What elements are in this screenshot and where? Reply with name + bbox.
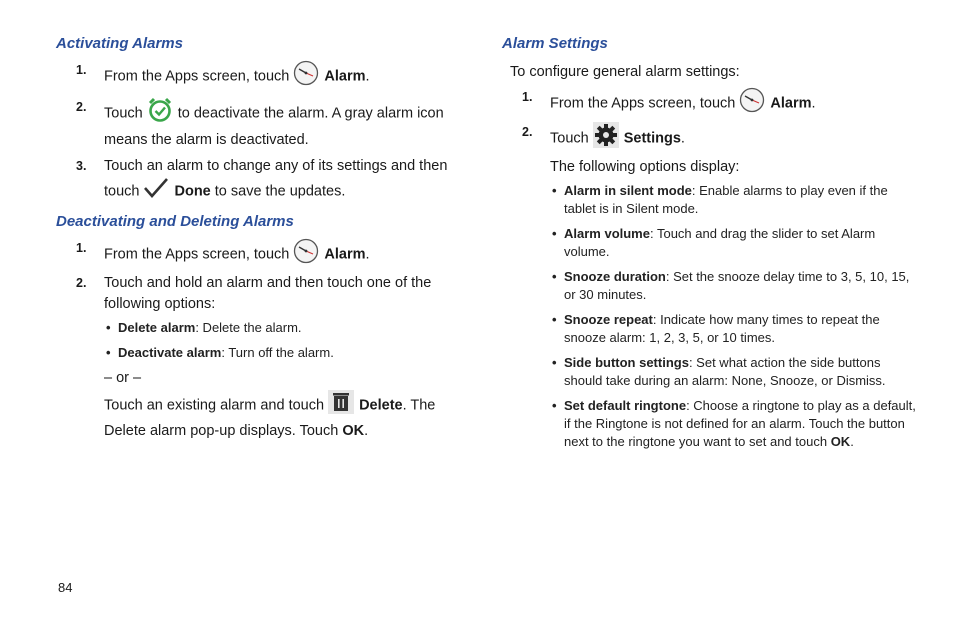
- bullet-side-button-settings: • Side button settings: Set what action the side buttons should take during an alarm: None, Snooze, or Dismiss.: [552, 355, 886, 388]
- bullet-snooze-repeat: • Snooze repeat: Indicate how many times to repeat the snooze alarm: 1, 2, 3, 5, or 10 times.: [552, 312, 880, 345]
- following-options-text: The following options display:: [550, 159, 740, 175]
- green-alarm-icon: [147, 97, 173, 130]
- page-number: 84: [58, 580, 73, 595]
- delete-instruction: Touch an existing alarm and touch Delete. The Delete alarm pop-up displays. Touch OK.: [56, 390, 476, 442]
- clock-icon: [293, 60, 319, 93]
- checkmark-icon: [143, 177, 169, 206]
- gear-icon: [593, 122, 619, 155]
- heading-activating-alarms: Activating Alarms: [56, 35, 183, 52]
- bullet-delete-alarm: • Delete alarm: Delete the alarm.: [106, 320, 302, 335]
- settings-step-1: 1. From the Apps screen, touch Alarm.: [502, 87, 922, 120]
- settings-step-2: 2. Touch Settings.: [502, 122, 922, 155]
- intro-text: To configure general alarm settings:: [510, 64, 740, 80]
- bullet-snooze-duration: • Snooze duration: Set the snooze delay time to 3, 5, 10, 15, or 30 minutes.: [552, 269, 910, 302]
- trash-icon: [328, 390, 354, 421]
- activating-step-1: 1. From the Apps screen, touch Alarm.: [56, 60, 476, 93]
- or-separator: – or –: [104, 370, 142, 386]
- heading-alarm-settings: Alarm Settings: [502, 35, 608, 52]
- right-column: [502, 34, 922, 451]
- bullet-alarm-silent-mode: • Alarm in silent mode: Enable alarms to play even if the tablet is in Silent mode.: [552, 183, 888, 216]
- bullet-deactivate-alarm: • Deactivate alarm: Turn off the alarm.: [106, 345, 334, 360]
- deactivating-step-1: 1. From the Apps screen, touch Alarm.: [56, 238, 476, 271]
- clock-icon: [739, 87, 765, 120]
- activating-step-3: 3. Touch an alarm to change any of its settings and then touch Done to save the updates.: [56, 156, 476, 206]
- left-column: [56, 34, 476, 442]
- deactivating-step-2: 2. Touch and hold an alarm and then touch one of the following options:: [76, 275, 432, 312]
- activating-step-2: 2. Touch to deactivate the alarm. A gray alarm icon means the alarm is deactivated.: [56, 97, 476, 151]
- heading-deactivating-deleting: Deactivating and Deleting Alarms: [56, 213, 294, 230]
- clock-icon: [293, 238, 319, 271]
- bullet-set-default-ringtone: • Set default ringtone: Choose a ringtone to play as a default, if the Ringtone is not defined for an alarm. Touch the button next to the ringtone you want to set and touch OK.: [552, 398, 916, 449]
- bullet-alarm-volume: • Alarm volume: Touch and drag the slider to set Alarm volume.: [552, 226, 876, 259]
